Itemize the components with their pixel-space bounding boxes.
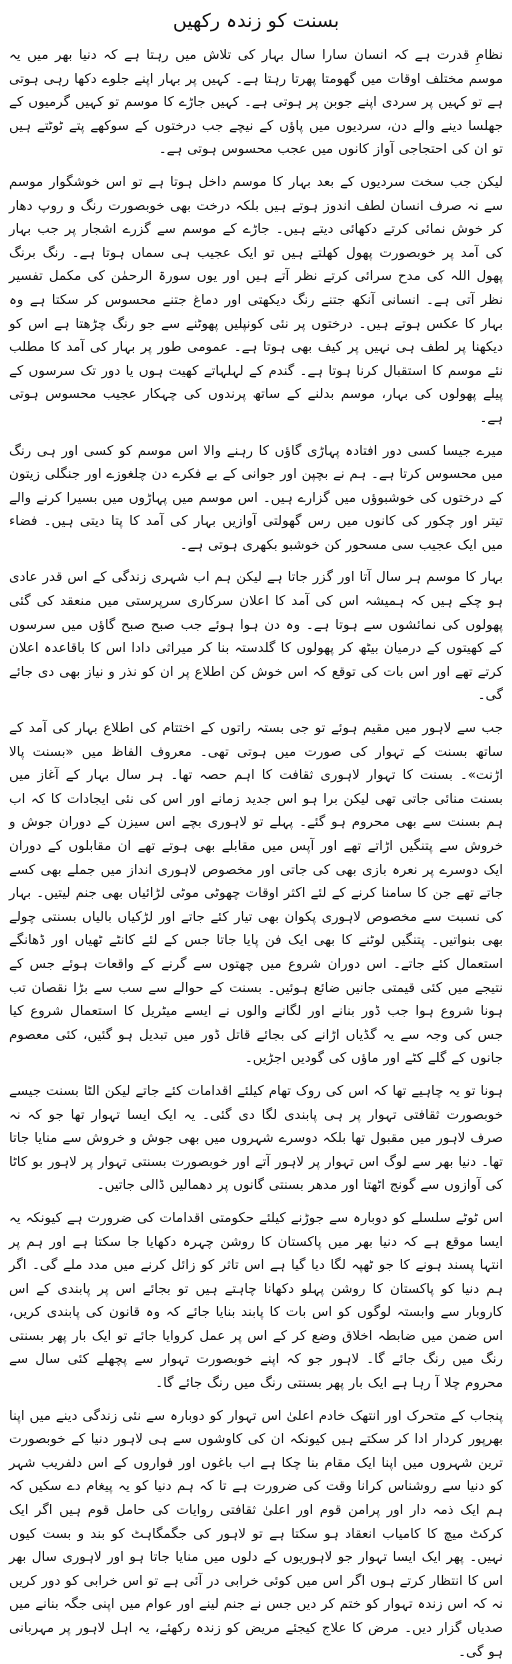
article-body: [9, 44, 503, 1664]
paragraph-2: لیکن جب سخت سردیوں کے بعد بہار کا موسم داخل ہوتا ہے تو اس خوشگوار موسم سے نہ صرف انسان لطف اندوز ہوتے ہیں بلکہ درخت بھی خوبصورت رنگ و روپ دھار کر خوش نمائی کرتے دکھائی دیتے ہیں۔ جاڑے کے موسم سے گزرے اشجار پر جب بہار کی آمد پر خوبصورت پھول کھلتے ہیں تو ایک عجیب ہی سماں ہوتا ہے۔ رنگ برنگ پھول اللہ کی مدح سرائی کرتے نظر آتے ہیں اور یوں سورۃ الرحمٰن کی مکمل تفسیر نظر آتی ہے۔ انسانی آنکھ جتنے رنگ دیکھتی اور دماغ جتنے محسوس کر سکتا ہے وہ بہار کا عکس ہوتے ہیں۔ درختوں پر نئی کونپلیں پھوٹنے سے جو رنگ چڑھتا ہے اس کو دیکھنا پر لطف ہی نہیں پر کیف بھی ہوتا ہے۔ عمومی طور پر بہار کی آمد کا مطلب نئے موسم کا استقبال کرنا ہوتا ہے۔ گندم کے لہلہاتے کھیت ہوں یا دور تک سرسوں کے پیلے پھولوں کی بہار، موسم بدلنے کے ساتھ پرندوں کی چہکار عجیب محسوس ہوتی ہے۔: [9, 174, 503, 426]
paragraph-4: بہار کا موسم ہر سال آتا اور گزر جاتا ہے لیکن ہم اب شہری زندگی کے اس قدر عادی ہو چکے ہیں کہ ہمیشہ اس کی آمد کا اعلان سرکاری سرپرستی میں منعقد کی گئی پھولوں کی نمائشوں سے ہوتا ہے۔ وہ دن ہوا ہوئے جب صبح صبح گاؤں میں سرسوں کے کھیتوں کے درمیان بیٹھ کر پھولوں کا گلدستہ بنا کر میراثی دادا اس کا باقاعدہ اعلان کرتے تھے اور اس بات کی توقع کہ اس خوش کن اطلاع پر ان کو نذر و نیاز بھی دی جائے گی۔: [9, 570, 503, 704]
paragraph-7: اس ٹوٹے سلسلے کو دوبارہ سے جوڑنے کیلئے حکومتی اقدامات کی ضرورت ہے کیونکہ یہ ایسا موقع ہے کہ دنیا بھر میں پاکستان کا روشن چہرہ دکھایا جا سکتا ہے اور ہم پر انتہا پسند ہونے کا جو ٹھپہ لگا دیا گیا ہے اس تاثر کو زائل کرنے میں مدد ملے گی۔ اگر ہم دنیا کو پاکستان کا روشن پہلو دکھانا چاہتے ہیں تو بجائے اس پر پابندی کے اس کاروبار سے وابستہ لوگوں کو اس بات کا پابند بنایا جائے کہ وہ قانون کی پابندی کریں، اس ضمن میں ضابطہ اخلاق وضع کر کے اس پر عمل کروایا جائے تو ایک بار پھر بسنتی رنگ میں رنگ جائے گا۔ لاہور جو کہ اپنے خوبصورت تہوار سے پچھلے کئی سال سے محروم چلا آ رہا ہے ایک بار پھر بسنتی رنگ میں رنگ جائے گا۔: [9, 1210, 503, 1392]
paragraph-5: جب سے لاہور میں مقیم ہوئے تو جی بستہ راتوں کے اختتام کی اطلاع بہار کی آمد کے ساتھ بسنت کے تہوار کی صورت میں ہوتی تھی۔ معروف الفاظ میں «بسنت پالا اڑنت»۔ بسنت کا تہوار لاہوری ثقافت کا اہم حصہ تھا۔ ہر سال بہار کے آغاز میں بسنت منائی جاتی تھی لیکن برا ہو اس جدید زمانے اور اس کی نئی ایجادات کا کہ اب ہم بسنت سے بھی محروم ہو گئے۔ پہلے تو لاہوری بچے اس سیزن کے دوران جوش و خروش سے پتنگیں اڑاتے تھے اور آپس میں مقابلے بھی ہوتے تھے ان مقابلوں کے دوران ایک دوسرے پر نعرہ بازی بھی کی جاتی اور مخصوص لاہوری انداز میں جملے بھی کسے جاتے تھے جن کا سامنا کرنے کے لئے اکثر اوقات چھوٹی موٹی لڑائیاں بھی جنم لیتیں۔ بہار کی نسبت سے مخصوص لاہوری پکوان بھی تیار کئے جاتے اور لڑکیاں بالیاں بسنتی چولے بھی بنواتیں۔ پتنگیں لوٹنے کا بھی ایک فن پایا جاتا جس کے لئے کانٹے ٹھیاں اور ڈھانگے استعمال کئے جاتے۔ اس دوران شروع میں چھتوں سے گرنے کے واقعات ہوئے جس کے نتیجے میں کئی قیمتی جانیں ضائع ہوئیں۔ بسنت کے حوالے سے سب سے بڑا نقصان تب ہونا شروع ہوا جب ڈور بنانے اور لگانے والوں نے ایسے میٹریل کا استعمال شروع کیا جس کی وجہ سے یہ گڈیاں اڑانے کی بجائے قاتل ڈور میں تبدیل ہو گئیں، کئی معصوم جانوں کے گلے کٹے اور ماؤں کی گودیں اجڑیں۔: [9, 721, 503, 1067]
paragraph-1: نظامِ قدرت ہے کہ انسان سارا سال بہار کی تلاش میں رہتا ہے کہ دنیا بھر میں یہ موسم مختلف اوقات میں گھومتا پھرتا رہتا ہے۔ کہیں پر بہار اپنے جلوے دکھا رہی ہوتی ہے تو کہیں پر سردی اپنے جوبن پر ہوتی ہے۔ کہیں جاڑے کا موسم تو کہیں گرمیوں کے جھلسا دینے والے دن، سردیوں میں پاؤں کے نیچے جب درختوں کے سوکھے پتے ٹوٹتے ہیں تو ان کی احتجاجی آواز کانوں میں عجب محسوس ہوتی ہے۔: [9, 48, 503, 158]
paragraph-6: ہونا تو یہ چاہیے تھا کہ اس کی روک تھام کیلئے اقدامات کئے جاتے لیکن الٹا بسنت جیسے خوبصورت ثقافتی تہوار پر ہی پابندی لگا دی گئی۔ یہ ایک ایسا تہوار تھا جو کہ نہ صرف لاہور میں مقبول تھا بلکہ دوسرے شہروں میں بھی جوش و خروش سے منایا جاتا تھا۔ دنیا بھر سے لوگ اس تہوار پر لاہور آتے اور خوبصورت بسنتی تہوار پر لاہور بو کاٹا کی آوازوں سے گونج اٹھتا اور مدھر بسنتی گانوں پر دھمالیں ڈالی جاتیں۔: [9, 1083, 503, 1194]
article-title: بسنت کو زندہ رکھیں: [172, 10, 340, 32]
paragraph-3: میرے جیسا کسی دور افتادہ پہاڑی گاؤں کا رہنے والا اس موسم کو کسی اور ہی رنگ میں محسوس کرتا ہے۔ ہم نے بچپن اور جوانی کے بے فکرے دن چلغوزے اور جنگلی زیتون کے درختوں کی خوشبوؤں میں گزارے ہیں۔ اس موسم میں پہاڑوں میں بسیرا کرنے والے تیتر اور چکور کی کانوں میں رس گھولتی آوازیں بہار کی آمد کا پتا دیتی ہیں۔ فضاء میں ایک عجیب سی مسحور کن خوشبو بکھری ہوتی ہے۔: [9, 443, 503, 553]
paragraph-8: پنجاب کے متحرک اور انتھک خادم اعلیٰ اس تہوار کو دوبارہ سے نئی زندگی دینے میں اپنا بھرپور کردار ادا کر سکتے ہیں کیونکہ ان کی کاوشوں سے ہی لاہور دنیا کے خوبصورت ترین شہروں میں اپنا ایک مقام بنا چکا ہے اب باغوں اور فواروں کے اس دلفریب شہر کو دنیا سے روشناس کرانا وقت کی ضرورت ہے تا کہ ہم دنیا کو یہ پیغام دے سکیں کہ ہم ایک ذمہ دار اور پرامن قوم اور اعلیٰ ثقافتی روایات کی حامل قوم ہیں اگر ایک کرکٹ میچ کا کامیاب انعقاد ہو سکتا ہے تو لاہور کی جگمگاہٹ کو بند و بست کیوں نہیں۔ پھر ایک ایسا تہوار جو لاہوریوں کے دلوں میں منایا جاتا ہو اور لاہوری سال بھر اس کا انتظار کرتے ہوں اگر اس میں کوئی خرابی در آئی ہے تو اس خرابی کو دور کریں نہ کہ اس زندہ تہوار کو ختم کر دیں جس نے جنم لینے اور عوام میں اپنی جگہ بنانے میں صدیاں گزار دیں۔ مرض کا علاج کیجئے مریض کو زندہ رکھئے، یہ اہل لاہور پر مہربانی ہو گی۔: [9, 1408, 503, 1660]
